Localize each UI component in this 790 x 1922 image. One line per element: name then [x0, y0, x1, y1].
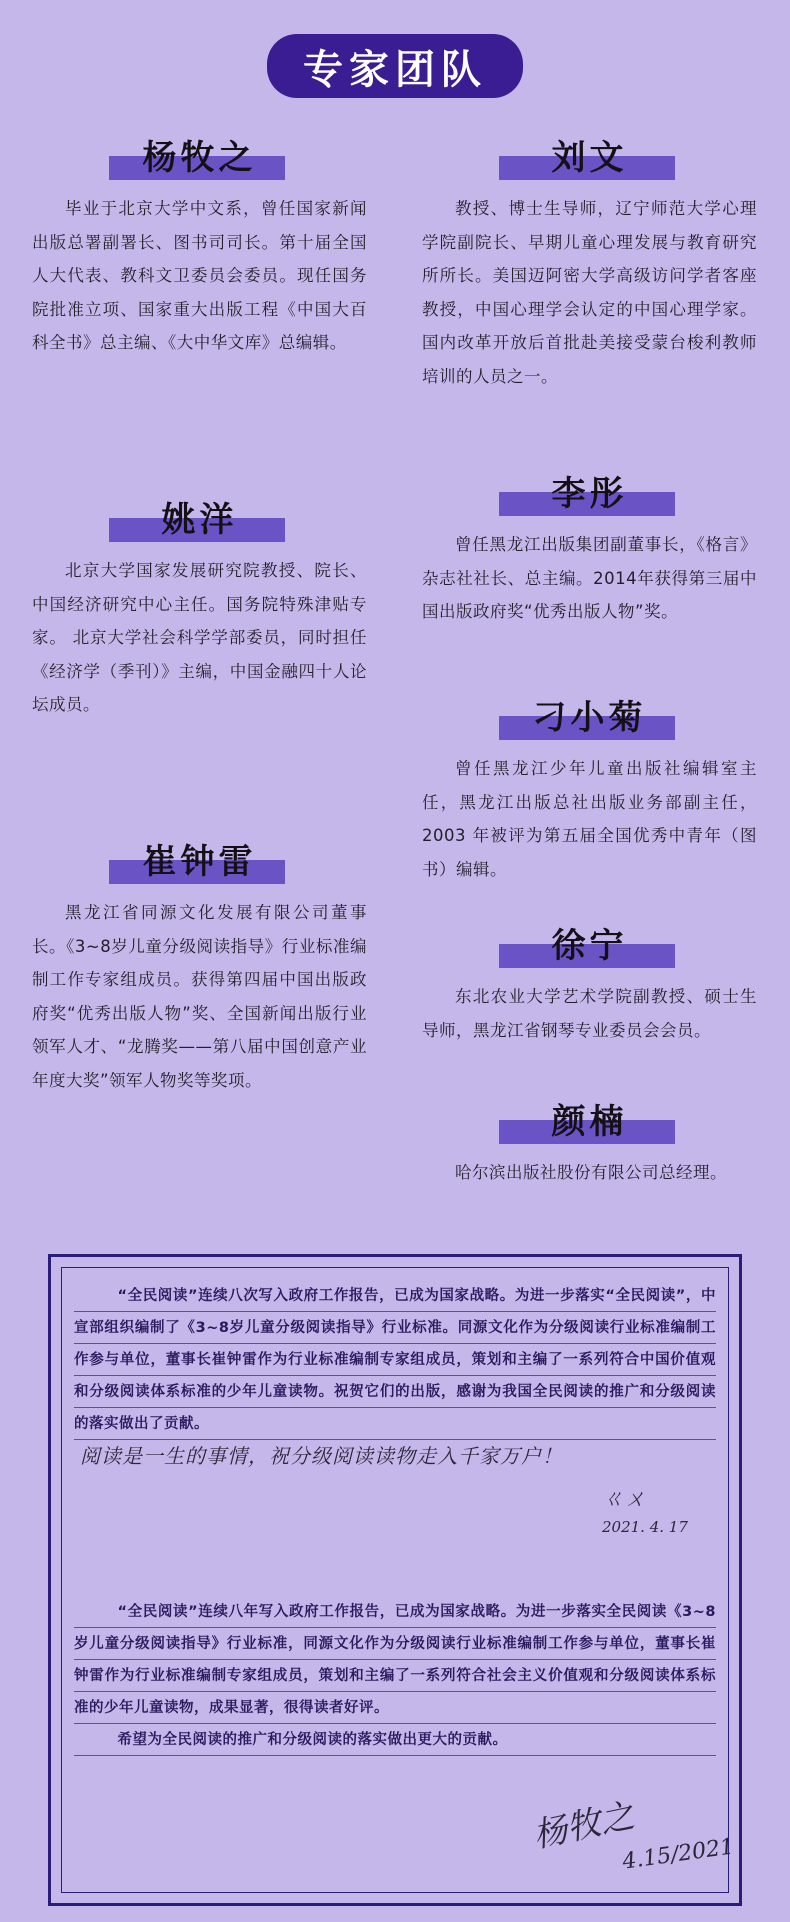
expert-name: 徐宁: [551, 926, 628, 966]
letter-2-date: 4.15/2021: [620, 1834, 736, 1875]
letter-1-handwriting: 阅读是一生的事情，祝分级阅读读物走入千家万户！: [80, 1444, 563, 1468]
expert-card: [422, 918, 757, 1047]
expert-card: [422, 466, 757, 629]
letter-1-date: 2021. 4. 17: [602, 1518, 688, 1536]
expert-bio: 北京大学国家发展研究院教授、院长、中国经济研究中心主任。国务院特殊津贴专家。 北京大学社会科学学部委员，同时担任《经济学（季刊）》主编，中国金融四十人论坛成员。: [32, 561, 367, 714]
expert-bio: 教授、博士生导师，辽宁师范大学心理学院副院长、早期儿童心理发展与教育研究所所长。美国迈阿密大学高级访问学者客座教授，中国心理学会认定的中国心理学家。国内改革开放后首批赴美接受蒙台梭利教师培训的人员之一。: [422, 199, 757, 386]
expert-name: 颜楠: [551, 1102, 628, 1142]
expert-bio: 曾任黑龙江少年儿童出版社编辑室主任，黑龙江出版总社出版业务部副主任，2003 年被评为第五届全国优秀中青年（图书）编辑。: [422, 759, 757, 879]
expert-card: [422, 1094, 757, 1190]
expert-name: 李彤: [551, 474, 628, 514]
letter-1-text: “全民阅读”连续八次写入政府工作报告，已成为国家战略。为进一步落实“全民阅读”，中宣部组织编制了《3~8岁儿童分级阅读指导》行业标准。同源文化作为分级阅读行业标准编制工作参与单位，董事长崔钟雷作为行业标准编制专家组成员，策划和主编了一系列符合中国价值观和分级阅读体系标准的少年儿童读物。祝贺它们的出版，感谢为我国全民阅读的推广和分级阅读的落实做出了贡献。: [74, 1288, 716, 1432]
letter-1-signature: ㄍㄨ: [602, 1487, 647, 1512]
letters-inner-frame: [61, 1267, 736, 1893]
expert-name: 姚洋: [161, 500, 238, 540]
letter-1: [74, 1280, 716, 1440]
expert-name: 刁小菊: [532, 698, 647, 738]
expert-card: [32, 130, 367, 360]
expert-bio: 东北农业大学艺术学院副教授、硕士生导师，黑龙江省钢琴专业委员会会员。: [422, 987, 757, 1040]
letter-2-text: “全民阅读”连续八年写入政府工作报告，已成为国家战略。为进一步落实全民阅读《3~8岁儿童分级阅读指导》行业标准，同源文化作为分级阅读行业标准编制工作参与单位，董事长崔钟雷作为行业标准编制专家组成员，策划和主编了一系列符合社会主义价值观和分级阅读体系标准的少年儿童读物，成果显著，很得读者好评。: [74, 1604, 716, 1716]
expert-card: [422, 690, 757, 886]
letter-2-signature: 杨牧之: [529, 1795, 638, 1857]
expert-card: [32, 834, 367, 1097]
expert-name: 杨牧之: [142, 138, 257, 178]
expert-name: 崔钟雷: [142, 842, 257, 882]
expert-bio: 曾任黑龙江出版集团副董事长，《格言》杂志社社长、总主编。2014年获得第三届中国出版政府奖“优秀出版人物”奖。: [422, 535, 757, 621]
expert-bio: 哈尔滨出版社股份有限公司总经理。: [455, 1163, 727, 1182]
letter-2: [74, 1596, 716, 1756]
expert-bio: 黑龙江省同源文化发展有限公司董事长。《3~8岁儿童分级阅读指导》行业标准编制工作专家组成员。获得第四届中国出版政府奖“优秀出版人物”奖、全国新闻出版行业领军人才、“龙腾奖——第八届中国创意产业年度大奖”领军人物奖等奖项。: [32, 903, 367, 1090]
letter-2-text2: 希望为全民阅读的推广和分级阅读的落实做出更大的贡献。: [117, 1732, 508, 1748]
letters-frame: [48, 1254, 742, 1906]
expert-bio: 毕业于北京大学中文系，曾任国家新闻出版总署副署长、图书司司长。第十届全国人大代表、教科文卫委员会委员。现任国务院批准立项、国家重大出版工程《中国大百科全书》总主编、《大中华文库》总编辑。: [32, 199, 367, 352]
page-title: 专家团队: [267, 34, 523, 98]
expert-card: [32, 492, 367, 722]
expert-card: [422, 130, 757, 393]
expert-name: 刘文: [551, 138, 628, 178]
